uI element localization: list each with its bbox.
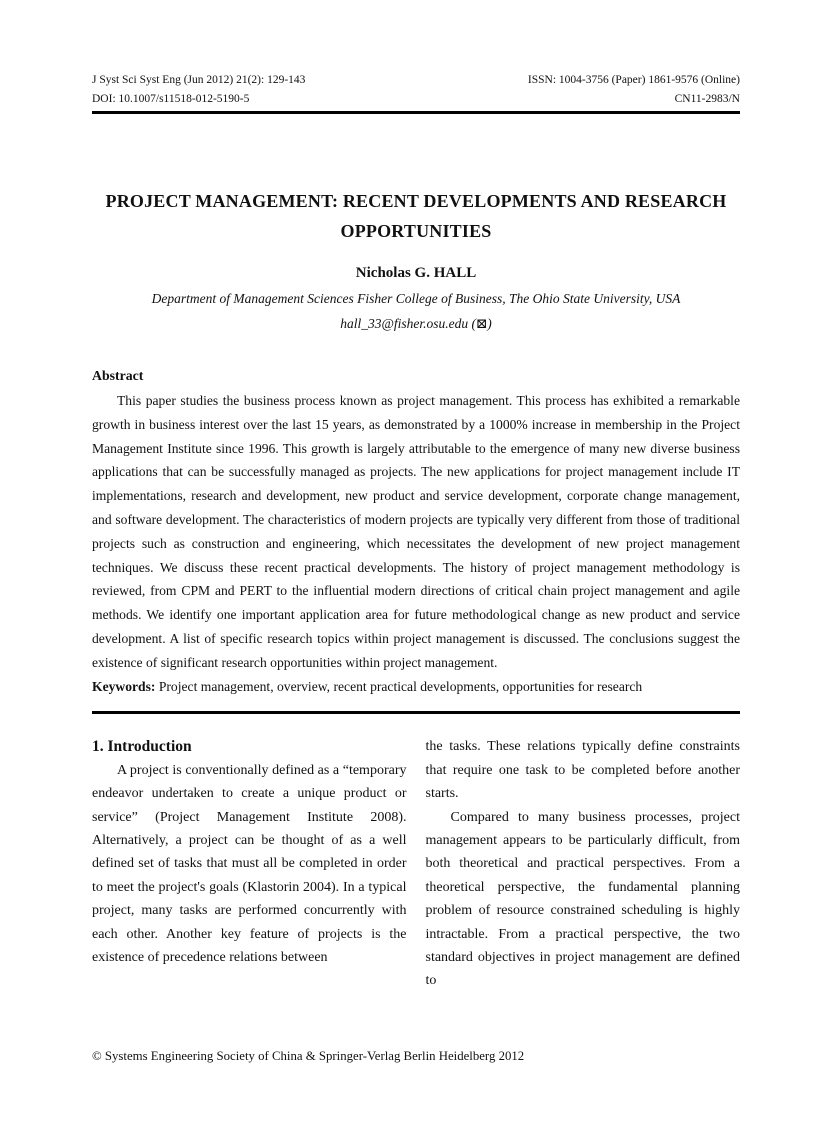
right-column-paragraph-2: Compared to many business processes, project management appears to be particularly difficult, from both theoretical and practical perspectives. From a theoretical perspective, the fundamental planning problem of resource constrained scheduling is highly intractable. From a practical perspective, the two standard objectives in project management are defined to [425,809,740,989]
journal-citation: J Syst Sci Syst Eng (Jun 2012) 21(2): 129-143 [92,74,306,86]
right-column [426,735,741,992]
envelope-icon: (⊠) [471,316,492,331]
author-email-line [92,313,740,335]
left-column [92,735,407,992]
keywords-label: Keywords: [92,678,156,694]
copyright-footer: © Systems Engineering Society of China & Springer-Verlag Berlin Heidelberg 2012 [92,1049,525,1063]
journal-issn: ISSN: 1004-3756 (Paper) 1861-9576 (Online) [527,74,740,86]
paper-title [92,186,740,246]
keywords-text: Project management, overview, recent practical developments, opportunities for research [155,678,643,694]
keywords-line [92,675,740,699]
section-1-heading: 1. Introduction [92,738,192,756]
two-column-body [92,735,740,992]
paper-title-line2: OPPORTUNITIES [340,221,492,241]
author-affiliation: Department of Management Sciences Fisher College of Business, The Ohio State University, USA [151,291,681,306]
abstract-text: This paper studies the business process known as project management. This process has exhibited a remarkable growth in business interest over the last 15 years, as demonstrated by a 1000% increase in membership in the Project Management Institute since 1996. This growth is largely attributable to the emergence of many new diverse business applications that can be successfully managed as projects. The new applications for project management include IT implementations, research and development, new product and service development, corporate change management, and software development. The characteristics of modern projects are typically very different from those of traditional projects such as construction and engineering, which necessitates the development of new project management techniques. We discuss these recent practical developments. The history of project management methodology is reviewed, from CPM and PERT to the influential modern directions of critical chain project management and agile methods. We identify one important application area for future methodological change as new product and service development. A list of specific research topics within project management is discussed. The conclusions suggest the existence of significant research opportunities within project management. [92,393,740,670]
journal-cn-number: CN11-2983/N [674,93,740,105]
author-name: Nicholas G. HALL [355,265,477,281]
paper-title-line1: PROJECT MANAGEMENT: RECENT DEVELOPMENTS AND RESEARCH [105,191,727,211]
journal-header-left [92,71,305,109]
journal-doi: DOI: 10.1007/s11518-012-5190-5 [92,93,250,105]
header-divider-rule [92,111,740,114]
left-column-paragraph: A project is conventionally defined as a “temporary endeavor undertaken to create a unique product or service” (Project Management Institute 2008). Alternatively, a project can be thought of as a well defined set of tasks that must all be completed in order to meet the project's goals (Klastorin 2004). In a typical project, many tasks are performed concurrently with each other. Another key feature of projects is the existence of precedence relations between [92,762,407,966]
page-content [92,0,740,993]
right-column-paragraph-1: the tasks. These relations typically define constraints that require one task to be completed before another starts. [425,739,740,802]
body-divider-rule [92,711,740,714]
journal-header [92,71,740,109]
abstract-heading: Abstract [92,368,144,383]
journal-header-right [528,71,740,109]
author-email: hall_33@fisher.osu.edu [340,316,469,331]
